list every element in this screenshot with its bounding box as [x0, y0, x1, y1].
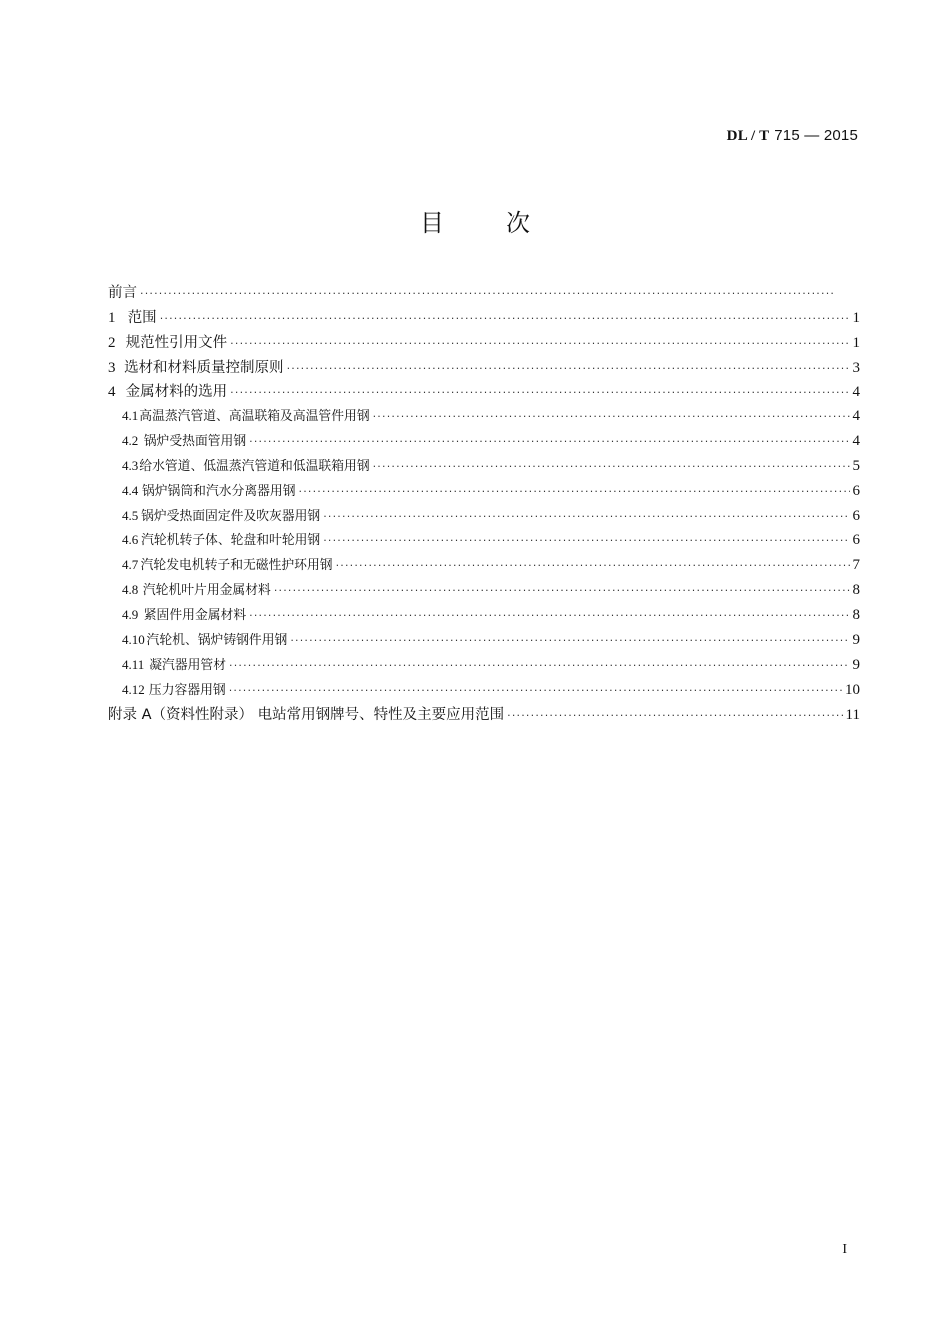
toc-dot-leader	[323, 534, 849, 547]
toc-entry[interactable]	[108, 529, 860, 554]
toc-entry[interactable]	[108, 505, 860, 530]
toc-dot-leader	[507, 709, 842, 722]
toc-entry[interactable]	[108, 679, 860, 704]
toc-entry[interactable]	[108, 405, 860, 430]
standard-prefix: DL / T	[726, 128, 770, 144]
toc-entry-page: 9	[852, 656, 860, 673]
toc-dot-leader	[140, 287, 834, 300]
toc-entry-number: 4.2	[122, 433, 139, 449]
toc-dot-leader	[373, 460, 850, 473]
toc-entry-label: 汽轮机叶片用金属材料	[142, 583, 271, 599]
toc-dot-leader	[323, 510, 849, 523]
toc-dot-leader	[230, 386, 849, 399]
toc-entry[interactable]	[108, 629, 860, 654]
toc-entry-label: 附录 A（资料性附录） 电站常用钢牌号、特性及主要应用范围	[108, 707, 505, 724]
toc-entry[interactable]	[108, 579, 860, 604]
toc-entry-label: 前言	[108, 285, 137, 301]
toc-entry-page: 6	[852, 507, 860, 524]
toc-entry-label: 紧固件用金属材料	[143, 607, 247, 623]
toc-entry-number: 4.10	[122, 631, 145, 647]
toc-dot-leader	[373, 410, 850, 423]
toc-entry-number: 4.12	[122, 681, 145, 697]
toc-entry[interactable]	[108, 703, 860, 728]
toc-dot-leader	[290, 634, 849, 647]
toc-entry[interactable]	[108, 654, 860, 679]
toc-entry-label: 高温蒸汽管道、高温联箱及高温管件用钢	[139, 409, 370, 425]
toc-entry-page: 4	[852, 408, 860, 425]
toc-dot-leader	[336, 559, 850, 572]
toc-entry-page: 5	[852, 457, 860, 474]
toc-entry-number: 4.7	[122, 557, 139, 573]
toc-entry-number: 4.9	[122, 606, 139, 622]
toc-entry-number: 4.11	[122, 656, 145, 672]
toc-entry-page: 6	[852, 482, 860, 499]
toc-entry[interactable]	[108, 331, 860, 356]
toc-entry-label: 锅炉受热面固定件及吹灰器用钢	[141, 508, 321, 524]
toc-dot-leader	[230, 337, 849, 350]
toc-dot-leader	[229, 659, 849, 672]
toc-entry[interactable]	[108, 554, 860, 579]
toc-dot-leader	[249, 609, 849, 622]
toc-entry-page: 11	[845, 707, 860, 724]
toc-dot-leader	[287, 362, 850, 375]
toc-entry-label: 汽轮机转子体、轮盘和叶轮用钢	[141, 533, 321, 549]
toc-dot-leader	[160, 312, 850, 325]
toc-entry-page: 4	[852, 384, 860, 401]
toc-entry[interactable]	[108, 455, 860, 480]
toc-entry-number: 1	[108, 309, 116, 326]
toc-entry-number: 4.4	[122, 482, 139, 498]
table-of-contents	[108, 281, 860, 728]
standard-number: 715 — 2015	[774, 127, 858, 144]
toc-entry-page: 10	[845, 681, 860, 698]
toc-entry-number: 3	[108, 359, 116, 376]
toc-entry-label: 范围	[127, 309, 157, 326]
toc-entry-page: 8	[852, 582, 860, 599]
toc-entry-number: 4.5	[122, 507, 139, 523]
toc-entry-label: 给水管道、低温蒸汽管道和低温联箱用钢	[139, 458, 370, 474]
toc-entry-label: 金属材料的选用	[125, 384, 228, 401]
toc-entry[interactable]	[108, 306, 860, 331]
toc-entry-page: 1	[852, 309, 860, 326]
toc-entry-page: 8	[852, 606, 860, 623]
toc-entry-page: 1	[852, 334, 860, 351]
page-title: 目次	[420, 209, 592, 237]
toc-entry-number: 4.8	[122, 582, 139, 598]
toc-entry-label: 锅炉锅筒和汽水分离器用钢	[141, 483, 296, 499]
footer-page-number: I	[842, 1242, 847, 1257]
toc-entry-page: 4	[852, 433, 860, 450]
toc-entry-label: 汽轮发电机转子和无磁性护环用钢	[140, 558, 333, 574]
toc-dot-leader	[249, 435, 849, 448]
toc-entry-page: 9	[852, 631, 860, 648]
toc-entry[interactable]	[108, 281, 860, 306]
toc-dot-leader	[229, 684, 842, 697]
toc-entry[interactable]	[108, 356, 860, 381]
toc-entry-number: 4	[108, 384, 116, 401]
toc-entry-number: 4.3	[122, 457, 139, 473]
toc-entry[interactable]	[108, 480, 860, 505]
standard-code	[727, 126, 858, 145]
toc-entry-label: 规范性引用文件	[125, 334, 228, 351]
toc-entry-label: 压力容器用钢	[148, 682, 226, 698]
toc-entry-page: 6	[852, 532, 860, 549]
toc-entry[interactable]	[108, 380, 860, 405]
toc-entry-label: 凝汽器用管材	[149, 657, 227, 673]
toc-entry-number: 4.1	[122, 408, 139, 424]
toc-entry-page: 3	[852, 359, 860, 376]
toc-dot-leader	[299, 485, 850, 498]
toc-entry[interactable]	[108, 604, 860, 629]
toc-entry-number: 4.6	[122, 532, 139, 548]
toc-entry-label: 汽轮机、锅炉铸钢件用钢	[146, 632, 288, 648]
toc-entry-label: 锅炉受热面管用钢	[143, 434, 247, 450]
toc-dot-leader	[274, 584, 850, 597]
toc-entry-number: 2	[108, 334, 116, 351]
toc-entry-label: 选材和材料质量控制原则	[124, 359, 284, 376]
toc-entry-page: 7	[852, 557, 860, 574]
toc-entry[interactable]	[108, 430, 860, 455]
